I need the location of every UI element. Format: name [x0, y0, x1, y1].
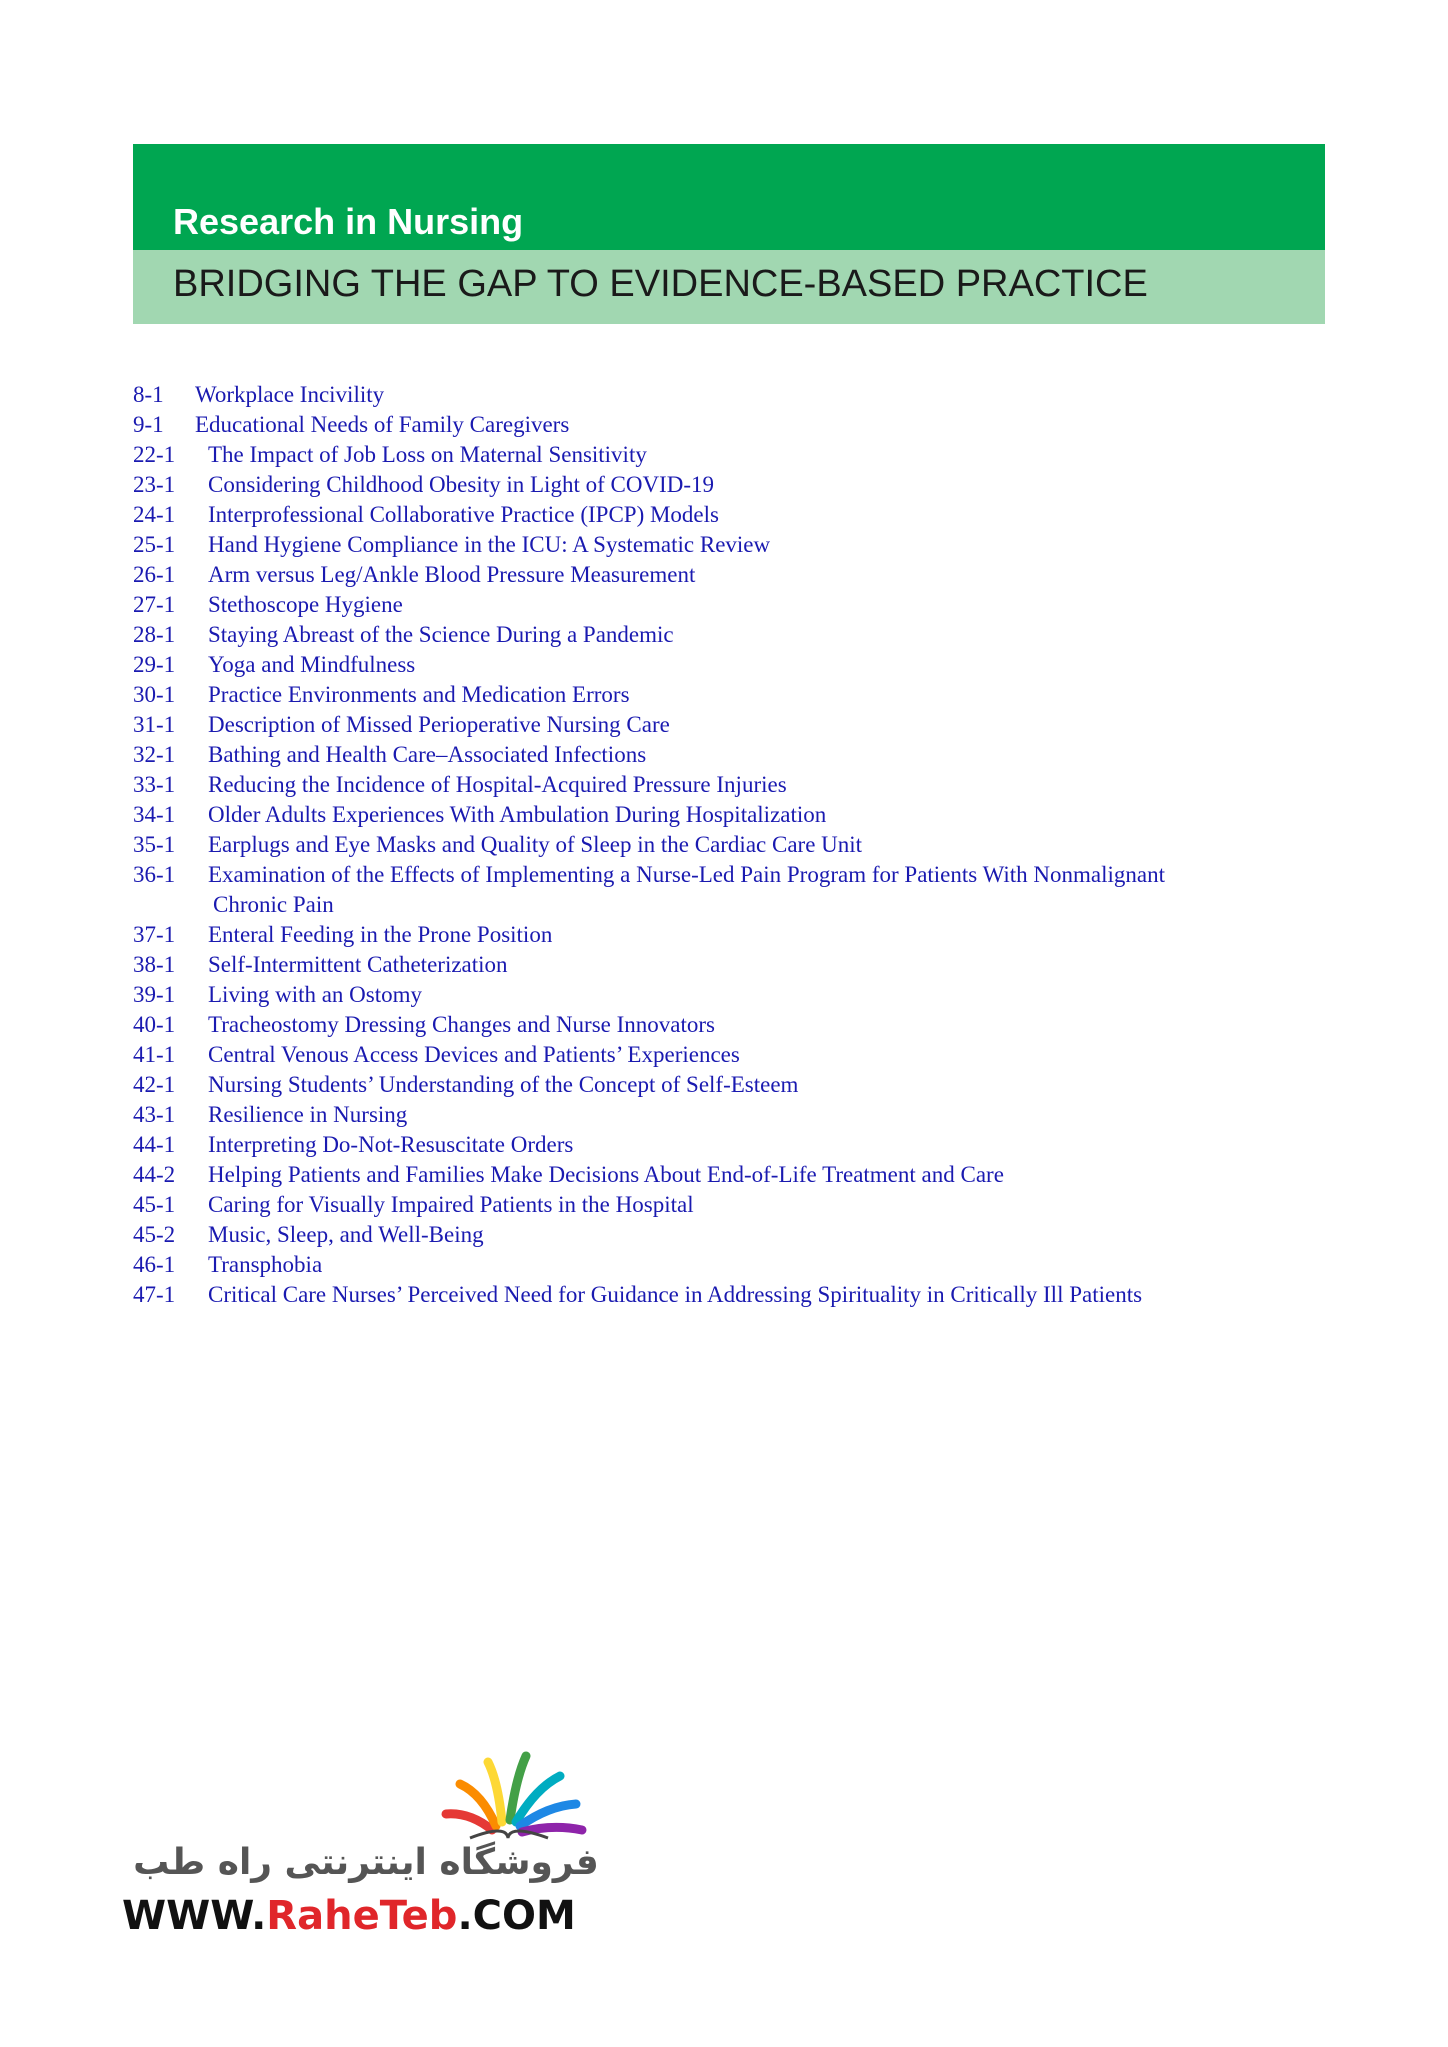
- list-item[interactable]: [133, 980, 1363, 1010]
- item-title-text: The Impact of Job Loss on Maternal Sensitivity: [208, 442, 647, 467]
- item-title: [208, 530, 1363, 560]
- item-title: [208, 920, 1363, 950]
- list-item[interactable]: [133, 1160, 1363, 1190]
- list-item[interactable]: [133, 740, 1363, 770]
- item-title-text: Earplugs and Eye Masks and Quality of Sleep in the Cardiac Care Unit: [208, 832, 863, 857]
- item-title: [208, 1100, 1363, 1130]
- item-title: [208, 650, 1363, 680]
- item-number: 37-1: [133, 922, 176, 947]
- item-title-text: Critical Care Nurses’ Perceived Need for Guidance in Addressing Spirituality in Critically Ill Patients: [208, 1282, 1143, 1307]
- item-number: 40-1: [133, 1012, 176, 1037]
- item-title-text: Yoga and Mindfulness: [208, 652, 416, 677]
- item-title: [208, 950, 1363, 980]
- url-brand: RaheTeb: [266, 1893, 458, 1939]
- item-title: [208, 500, 1363, 530]
- url-prefix: WWW.: [122, 1893, 267, 1939]
- item-title-text: Caring for Visually Impaired Patients in the Hospital: [208, 1192, 694, 1217]
- item-title-text: Bathing and Health Care–Associated Infections: [208, 742, 647, 767]
- chapter-header: [133, 144, 1325, 324]
- item-title-text: Interpreting Do-Not-Resuscitate Orders: [208, 1132, 574, 1157]
- header-title: Research in Nursing: [173, 201, 524, 242]
- list-item[interactable]: [133, 710, 1363, 740]
- item-title: [208, 980, 1363, 1010]
- item-title: [208, 1070, 1363, 1100]
- item-title: [208, 680, 1363, 710]
- list-item[interactable]: [133, 590, 1363, 620]
- list-item[interactable]: [133, 1010, 1363, 1040]
- url-suffix: .COM: [457, 1893, 576, 1939]
- item-title: [208, 740, 1363, 770]
- item-title-text: Arm versus Leg/Ankle Blood Pressure Measurement: [208, 562, 696, 587]
- item-title: [208, 1190, 1363, 1220]
- list-item[interactable]: [133, 1040, 1363, 1070]
- item-title: [208, 860, 1363, 920]
- item-number: 28-1: [133, 622, 176, 647]
- list-item[interactable]: [133, 1070, 1363, 1100]
- item-number: 38-1: [133, 952, 176, 977]
- item-number: 25-1: [133, 532, 176, 557]
- item-title-text: Helping Patients and Families Make Decisions About End-of-Life Treatment and Care: [208, 1162, 1004, 1187]
- item-number: 8-1: [133, 382, 164, 407]
- list-item[interactable]: [133, 770, 1363, 800]
- item-number: 36-1: [133, 862, 176, 887]
- item-title: [208, 710, 1363, 740]
- item-number: 39-1: [133, 982, 176, 1007]
- list-item[interactable]: [133, 860, 1363, 920]
- item-title: [208, 470, 1363, 500]
- header-subtitle-bar: [133, 250, 1325, 324]
- list-item[interactable]: [133, 1130, 1363, 1160]
- item-number: 22-1: [133, 442, 176, 467]
- item-title-text: Description of Missed Perioperative Nursing Care: [208, 712, 670, 737]
- item-title-text: Staying Abreast of the Science During a Pandemic: [208, 622, 674, 647]
- item-title-text: Older Adults Experiences With Ambulation During Hospitalization: [208, 802, 827, 827]
- item-title: [208, 830, 1363, 860]
- item-number: 27-1: [133, 592, 176, 617]
- header-title-bar: [133, 144, 1325, 250]
- item-title-text: Hand Hygiene Compliance in the ICU: A Systematic Review: [208, 532, 771, 557]
- item-title: [208, 1010, 1363, 1040]
- list-item[interactable]: [133, 800, 1363, 830]
- item-title-text: Educational Needs of Family Caregivers: [195, 412, 570, 437]
- item-number: 44-2: [133, 1162, 176, 1187]
- list-item[interactable]: [133, 1250, 1363, 1280]
- list-item[interactable]: [133, 1280, 1363, 1310]
- item-number: 42-1: [133, 1072, 176, 1097]
- item-title-text: Nursing Students’ Understanding of the Concept of Self-Esteem: [208, 1072, 799, 1097]
- list-item[interactable]: [133, 1100, 1363, 1130]
- item-number: 47-1: [133, 1282, 176, 1307]
- item-number: 32-1: [133, 742, 176, 767]
- book-fan-logo-icon: [430, 1742, 610, 1842]
- list-item[interactable]: [133, 410, 1363, 440]
- research-list: [133, 380, 1363, 1310]
- list-item[interactable]: [133, 920, 1363, 950]
- store-name-persian: فروشگاه اینترنتی راه طب: [133, 1842, 599, 1883]
- list-item[interactable]: [133, 470, 1363, 500]
- item-title: [208, 1130, 1363, 1160]
- item-title-text: Resilience in Nursing: [208, 1102, 408, 1127]
- item-title-text: Stethoscope Hygiene: [208, 592, 403, 617]
- item-number: 35-1: [133, 832, 176, 857]
- list-item[interactable]: [133, 560, 1363, 590]
- item-number: 23-1: [133, 472, 176, 497]
- item-number: 31-1: [133, 712, 176, 737]
- list-item[interactable]: [133, 1190, 1363, 1220]
- list-item[interactable]: [133, 830, 1363, 860]
- item-title: [208, 800, 1363, 830]
- list-item[interactable]: [133, 680, 1363, 710]
- item-number: 45-2: [133, 1222, 176, 1247]
- item-title-text: Considering Childhood Obesity in Light of COVID-19: [208, 472, 714, 497]
- list-item[interactable]: [133, 530, 1363, 560]
- item-title: [208, 1250, 1363, 1280]
- item-title-text: Interprofessional Collaborative Practice (IPCP) Models: [208, 502, 719, 527]
- item-title: [208, 1160, 1363, 1190]
- list-item[interactable]: [133, 440, 1363, 470]
- item-number: 43-1: [133, 1102, 176, 1127]
- item-title: [195, 380, 1363, 410]
- item-title: [208, 1220, 1363, 1250]
- list-item[interactable]: [133, 650, 1363, 680]
- item-title-text: Self-Intermittent Catheterization: [208, 952, 508, 977]
- item-title-text: Practice Environments and Medication Errors: [208, 682, 630, 707]
- item-number: 45-1: [133, 1192, 176, 1217]
- item-title-text: Central Venous Access Devices and Patients’ Experiences: [208, 1042, 740, 1067]
- list-item[interactable]: [133, 500, 1363, 530]
- item-title-text: Transphobia: [208, 1252, 323, 1277]
- item-title-text: Tracheostomy Dressing Changes and Nurse Innovators: [208, 1012, 715, 1037]
- item-title-text: Music, Sleep, and Well-Being: [208, 1222, 484, 1247]
- item-number: 33-1: [133, 772, 176, 797]
- header-subtitle: BRIDGING THE GAP TO EVIDENCE-BASED PRACTICE: [173, 263, 1148, 305]
- item-title: [208, 1280, 1363, 1310]
- item-number: 30-1: [133, 682, 176, 707]
- item-title: [208, 1040, 1363, 1070]
- raheteb-logo: [122, 1742, 622, 1942]
- item-number: 46-1: [133, 1252, 176, 1277]
- item-title: [208, 770, 1363, 800]
- item-number: 44-1: [133, 1132, 176, 1157]
- item-title-continuation: Chronic Pain: [213, 892, 334, 917]
- item-title-text: Enteral Feeding in the Prone Position: [208, 922, 553, 947]
- item-title: [208, 440, 1363, 470]
- item-title: [208, 560, 1363, 590]
- item-number: 29-1: [133, 652, 176, 677]
- list-item[interactable]: [133, 620, 1363, 650]
- item-number: 34-1: [133, 802, 176, 827]
- item-title: [208, 620, 1363, 650]
- item-title-text: Examination of the Effects of Implementing a Nurse-Led Pain Program for Patients With Nonmalignant: [208, 862, 1165, 887]
- item-number: 26-1: [133, 562, 176, 587]
- list-item[interactable]: [133, 380, 1363, 410]
- item-number: 41-1: [133, 1042, 176, 1067]
- item-title: [195, 410, 1363, 440]
- list-item[interactable]: [133, 1220, 1363, 1250]
- item-number: 24-1: [133, 502, 176, 527]
- item-title-text: Workplace Incivility: [195, 382, 385, 407]
- item-title-text: Living with an Ostomy: [208, 982, 423, 1007]
- item-title-text: Reducing the Incidence of Hospital-Acquired Pressure Injuries: [208, 772, 787, 797]
- item-title: [208, 590, 1363, 620]
- store-url[interactable]: [122, 1892, 576, 1940]
- list-item[interactable]: [133, 950, 1363, 980]
- item-number: 9-1: [133, 412, 164, 437]
